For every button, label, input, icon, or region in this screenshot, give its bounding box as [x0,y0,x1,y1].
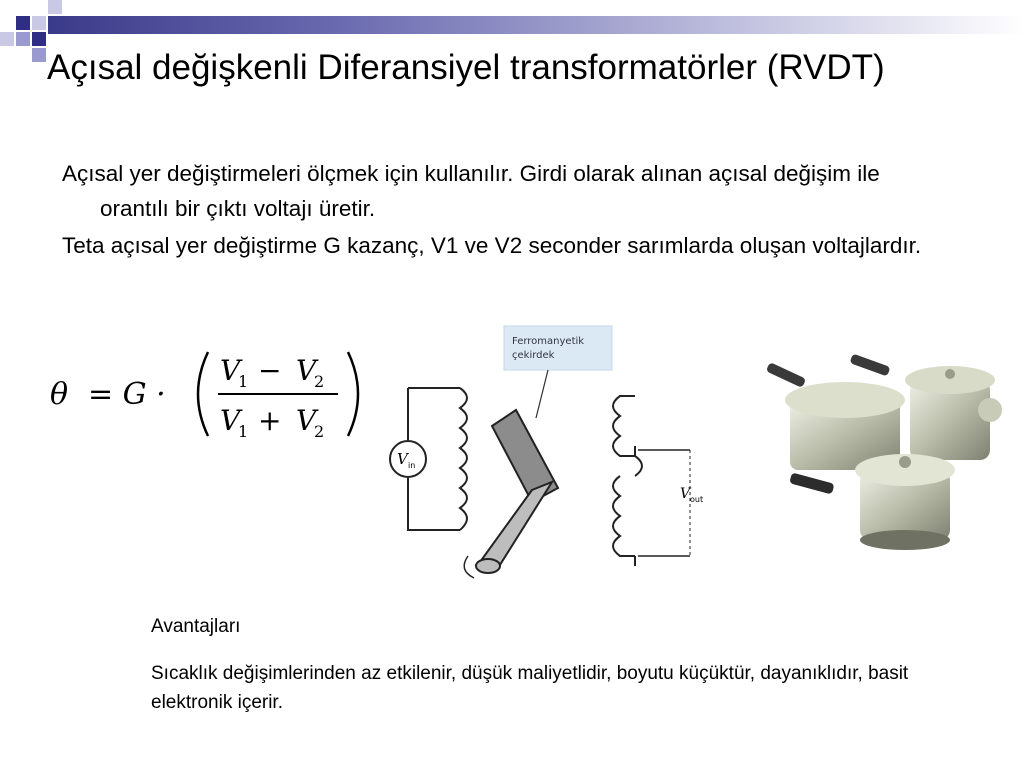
callout-pointer [536,370,548,418]
rotation-arrow-icon [464,556,474,578]
ferromagnetic-core [464,410,558,578]
bullet-item: Açısal yer değiştirmeleri ölçmek için kullanılır. Girdi olarak alınan açısal değişim ile orantılı bir çıktı voltajı üretir. [62,161,880,221]
right-paren [348,352,358,436]
left-paren [198,352,208,436]
slide-title: Açısal değişkenli Diferansiyel transformatörler (RVDT) [47,48,885,87]
vout-label: V [680,486,691,502]
formula-sub: 2 [314,372,325,391]
accent-square [0,32,14,46]
formula-sub: 1 [238,372,249,391]
secondary-coil-2 [613,476,635,556]
vout-sub: out [690,495,704,504]
output-wire [638,450,690,556]
rvdt-schematic [380,318,725,588]
vin-sub: in [408,461,416,470]
rvdt-formula [48,340,378,450]
formula-v1: V [220,354,241,387]
vin-label: V [397,450,408,468]
secondary-coil-1 [613,396,635,456]
bullet-item: Teta açısal yer değiştirme G kazanç, V1 ve V2 seconder sarımlarda oluşan voltajlardır. [62,233,922,258]
formula-v2: V [296,354,317,387]
callout-line: çekirdek [512,350,555,361]
formula-v1: V [220,404,241,437]
primary-coil [460,388,467,530]
advantages-text: Sıcaklık değişimlerinden az etkilenir, düşük maliyetlidir, boyutu küçüktür, dayanıklıdır, basit elektronik içerir. [151,663,909,713]
accent-square [16,32,30,46]
accent-square [16,16,30,30]
voltage-source-icon [390,441,426,477]
formula-minus: − [258,354,282,387]
accent-square [48,0,62,14]
bullet-list [62,156,942,265]
rvdt-product-photo [760,350,1010,560]
callout-line: Ferromanyetik [512,336,585,347]
formula-sub: 1 [238,422,249,441]
formula-v2: V [296,404,317,437]
accent-square [32,16,46,30]
callout-box [504,326,612,370]
formula-theta: θ [50,377,69,412]
advantages-heading: Avantajları [151,616,241,637]
formula-plus: + [258,404,282,437]
accent-square [32,32,46,46]
title-accent-bar [48,16,1024,34]
accent-square [32,48,46,62]
formula-sub: 2 [314,422,325,441]
coil-link [635,456,642,476]
formula-gain: = G · [88,377,166,412]
